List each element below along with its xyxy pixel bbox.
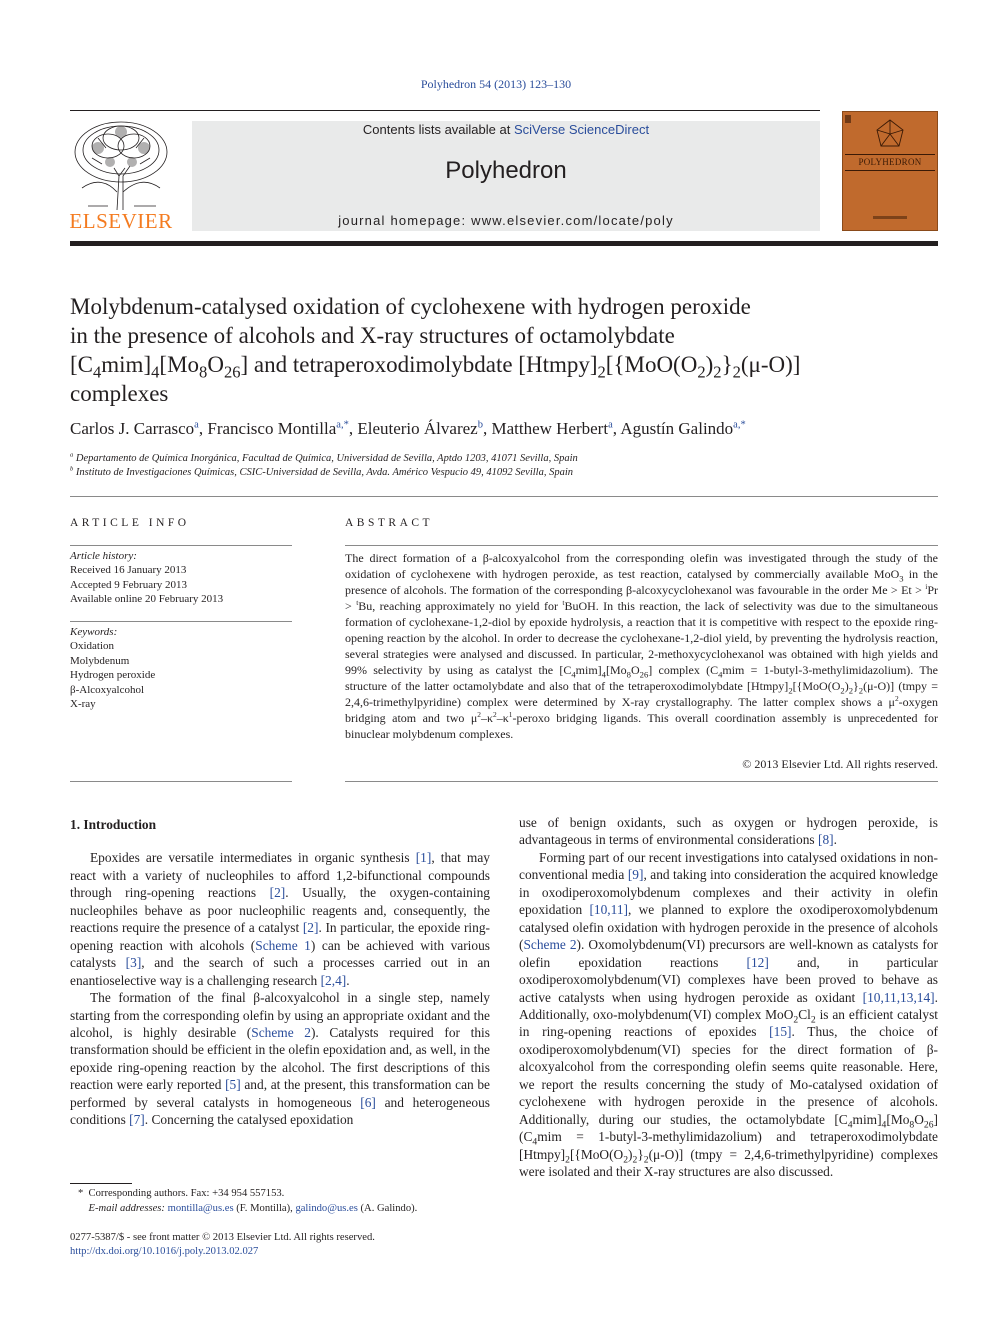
citation-link[interactable]: [7] [129,1112,145,1128]
divider [345,545,938,546]
divider [70,781,292,782]
citation-link[interactable]: [2] [269,885,286,901]
affiliations [70,452,940,480]
abstract-heading: ABSTRACT [345,517,434,529]
keyword: Molybdenum [70,654,130,667]
keyword: β-Alcoxyalcohol [70,683,145,696]
elsevier-tree-icon [68,118,174,210]
author[interactable]: Agustín Galindo [620,419,734,438]
keyword: Hydrogen peroxide [70,669,156,682]
article-title [70,292,940,408]
author[interactable]: Eleuterio Álvarez [357,419,478,438]
doi-link[interactable]: http://dx.doi.org/10.1016/j.poly.2013.02.027 [70,1246,259,1257]
affiliation-a: $^a$ Departamento de Química Inorgánica, Facultad de Química, Universidad de Sevilla, Aptdo 1203, 41071 Sevilla, Spain [70,451,578,464]
abstract-text: The direct formation of a β-alcoxyalcohol from the corresponding olefin was investigated through the study of the oxidation of cyclohexene with hydrogen peroxide, as test reaction, catalysed by commercially available MoO$_3$ in the presence of alcohols. The formation of the corresponding β-alcoxycyclohexanol was favourable in the order Me > Et > $^i$Pr > $^t$Bu, reaching approximately no yield for $^t$BuOH. In this reaction, the lack of selectivity was due to the simultaneous formation of cyclohexane-1,2-diol by epoxide hydrolysis, a reaction that it is competitive with respect to the epoxide ring-opening reaction by the alcohol. In order to decrease the cyclohexane-1,2-diol yield, by preventing the hydrolysis reaction, several strategies were analysed and discussed. In particular, 2-methoxycyclohexanol was obtained with high yields and 99% selectivity by using as catalyst the $[C_4mim]_4[Mo_8O_{26}]$ complex ($C_4mim$ = 1-butyl-3-methylimidazolium). The structure of the latter octamolybdate and also that of the tetraperoxodimolybdate $[Htmpy]_2[\{MoO(O_2)_2\}_2(\mu-O)]$ (tmpy = 2,4,6-trimethylpyridine) complex were determined by X-ray crystallography. The latter complex shows a $\mu^2$-oxygen bridging atom and two $\mu^2-\kappa^2-\kappa^1$-peroxo bridging ligands. This overall coordination assembly is unprecedented for binuclear molybdenum complexes. [345,551,938,741]
paragraph: use of benign oxidants, such as oxygen or hydrogen peroxide, is advantageous in terms of environmental considerations [8]. [519,815,938,848]
affiliation-mark[interactable]: b [477,419,483,431]
history-online: Available online 20 February 2013 [70,593,224,606]
elsevier-logo[interactable] [68,118,174,234]
email-link[interactable]: montilla@us.es [167,1203,234,1214]
citation-link[interactable]: [8] [817,832,834,848]
homepage-url[interactable]: www.elsevier.com/locate/poly [471,213,674,228]
copyright-notice: © 2013 Elsevier Ltd. All rights reserved. [742,757,938,771]
divider [345,781,938,782]
contents-prefix: Contents lists available at [362,122,514,137]
citation-link[interactable]: [10,11] [589,902,629,918]
keywords-label: Keywords: [70,626,118,638]
body-column-right [519,814,938,1181]
title-line-3: $[C_4mim]_4[Mo_8O_{26}]$ and tetraperoxodimolybdate $[Htmpy]_2[\{MoO(O_2)_2\}_2(\mu-O)]$ [70,352,801,382]
citation-link[interactable]: [6] [360,1094,376,1110]
citation-link[interactable]: [12] [746,954,769,970]
section-heading-introduction: 1. Introduction [70,817,157,832]
citation-link[interactable]: [15] [769,1024,792,1040]
citation-link[interactable]: [10,11,13,14] [862,989,935,1005]
scheme-link[interactable]: Scheme 2 [523,937,577,953]
divider [70,545,292,546]
divider [70,621,292,622]
title-line-1: Molybdenum-catalysed oxidation of cyclohexene with hydrogen peroxide [70,294,751,319]
journal-cover[interactable] [842,111,938,231]
author[interactable]: Matthew Herbert [491,419,609,438]
paragraph: Epoxides are versatile intermediates in organic synthesis [1], that may react with a variety of nucleophiles to afford 1,2-bifunctional compounds through ring-opening reactions [2]. Usually, the oxygen-containing nucleophiles behave as poor nucleophilic reagents and, consequently, the reactions require the presence of a catalyst [2]. In particular, the epoxide ring-opening reaction with alcohols (Scheme 1) can be achieved with various catalysts [3], and the search of such a processes carried out in an enantioselective way is a challenging research [2,4]. [70,850,491,988]
affiliation-mark[interactable]: a,* [733,419,746,431]
author-list: Carlos J. Carrasco$^a$, Francisco Montilla$^{a,*}$, Eleuterio Álvarez$^b$, Matthew Herbert$^a$, Agustín Galindo$^{a,*}$ [70,419,746,438]
affiliation-mark[interactable]: a [608,419,613,431]
keyword: X-ray [70,698,96,711]
citation-link[interactable]: [2] [302,920,319,936]
keyword: Oxidation [70,640,114,653]
citation-link[interactable]: [1] [415,850,432,866]
author[interactable]: Francisco Montilla [207,419,337,438]
polyhedron-cover-icon [843,112,937,230]
affiliation-b: $^b$ Instituto de Investigaciones Químicas, CSIC-Universidad de Sevilla, Avda. Américo Vespucio 49, 41092 Sevilla, Spain [70,465,573,478]
cover-title: POLYHEDRON [858,157,922,167]
paragraph: Forming part of our recent investigations into catalysed oxidations in non-conventional media [9], and taking into consideration the acquired knowledge in oxodiperoxomolybdenum complexes and their activity in olefin epoxidation [10,11], we planned to explore the oxodiperoxomolybdenum catalysed olefin oxidation with hydrogen peroxide in the presence of alcohols (Scheme 2). Oxomolybdenum(VI) precursors are well-known as catalysts for olefin epoxidation reactions [12] and, in particular oxodiperoxomolybdenum(VI) complexes have been proved to behave as active catalysts when using hydrogen peroxide as oxidant [10,11,13,14]. Additionally, oxo-molybdenum(VI) complex $MoO_2Cl_2$ is an efficient catalyst in ring-opening reactions of epoxides [15]. Thus, the choice of oxodiperoxomolybdenum(VI) species for the direct formation of β-alcoxyalcohol from the corresponding olefin seems quite reasonable. Here, we report the results concerning the study of Mo-catalysed oxidation of cyclohexene with hydrogen peroxide in the presence of alcohols. Additionally, during our studies, the octamolybdate $[C_4mim]_4[Mo_8O_{26}] (C_4mim$ = 1-butyl-3-methylimidazolium) and tetraperoxodimolybdate $[Htmpy]_2[\{MoO(O_2)_2\}_2(\mu-O)]$ (tmpy = 2,4,6-trimethylpyridine) complexes were isolated and their X-ray structures are also discussed. [519,849,939,1180]
title-line-4: complexes [70,381,169,406]
footnotes [70,1186,490,1216]
corresponding-footnote: * Corresponding authors. Fax: +34 954 557153. [70,1188,285,1199]
email-link[interactable]: galindo@us.es [295,1203,358,1214]
issn-line: 0277-5387/$ - see front matter © 2013 Elsevier Ltd. All rights reserved. [70,1232,375,1243]
footnote-rule [70,1183,132,1184]
header-rule [70,110,820,111]
title-line-2: in the presence of alcohols and X-ray structures of octamolybdate [70,323,675,348]
email-footnote: E-mail addresses: montilla@us.es (F. Montilla), galindo@us.es (A. Galindo). [88,1203,418,1214]
journal-homepage [192,213,820,228]
paragraph: The formation of the final β-alcoxyalcohol in a single step, namely starting from the corresponding olefin by using an appropriate oxidant and the alcohol, is highly desirable (Scheme 2). Catalysts required for this transformation should be efficient in the olefin epoxidation and, as well, in the epoxide ring-opening reaction by the alcohol. The first descriptions of this reaction were early reported [5] and, at the present, this transformation can be performed by several catalysts in homogeneous [6] and heterogeneous conditions [7]. Concerning the catalysed epoxidation [70,990,490,1128]
keywords [70,625,292,711]
citation-link[interactable]: [5] [225,1077,241,1093]
affiliation-mark[interactable]: a,* [336,419,349,431]
body-column-left [70,816,490,1129]
section-rule [70,496,938,497]
citation-link[interactable]: [9] [627,867,644,883]
contents-line [192,122,820,137]
history-received: Received 16 January 2013 [70,564,187,577]
citation-link[interactable]: [2,4] [320,972,347,988]
journal-citation[interactable]: Polyhedron 54 (2013) 123–130 [420,77,572,91]
homepage-prefix: journal homepage: [338,213,472,228]
elsevier-wordmark: ELSEVIER [69,209,173,233]
affiliation-mark[interactable]: a [194,419,199,431]
publication-info [70,1231,490,1259]
journal-name: Polyhedron [445,157,567,184]
article-history [70,549,292,607]
header-thick-rule [70,241,938,246]
citation-link[interactable]: [3] [125,955,142,971]
author[interactable]: Carlos J. Carrasco [70,419,195,438]
sciencedirect-link[interactable]: SciVerse ScienceDirect [513,122,650,137]
history-accepted: Accepted 9 February 2013 [70,578,187,591]
scheme-link[interactable]: Scheme 1 [255,937,311,953]
scheme-link[interactable]: Scheme 2 [251,1024,311,1040]
article-info-heading: ARTICLE INFO [70,517,190,529]
history-label: Article history: [70,550,137,562]
